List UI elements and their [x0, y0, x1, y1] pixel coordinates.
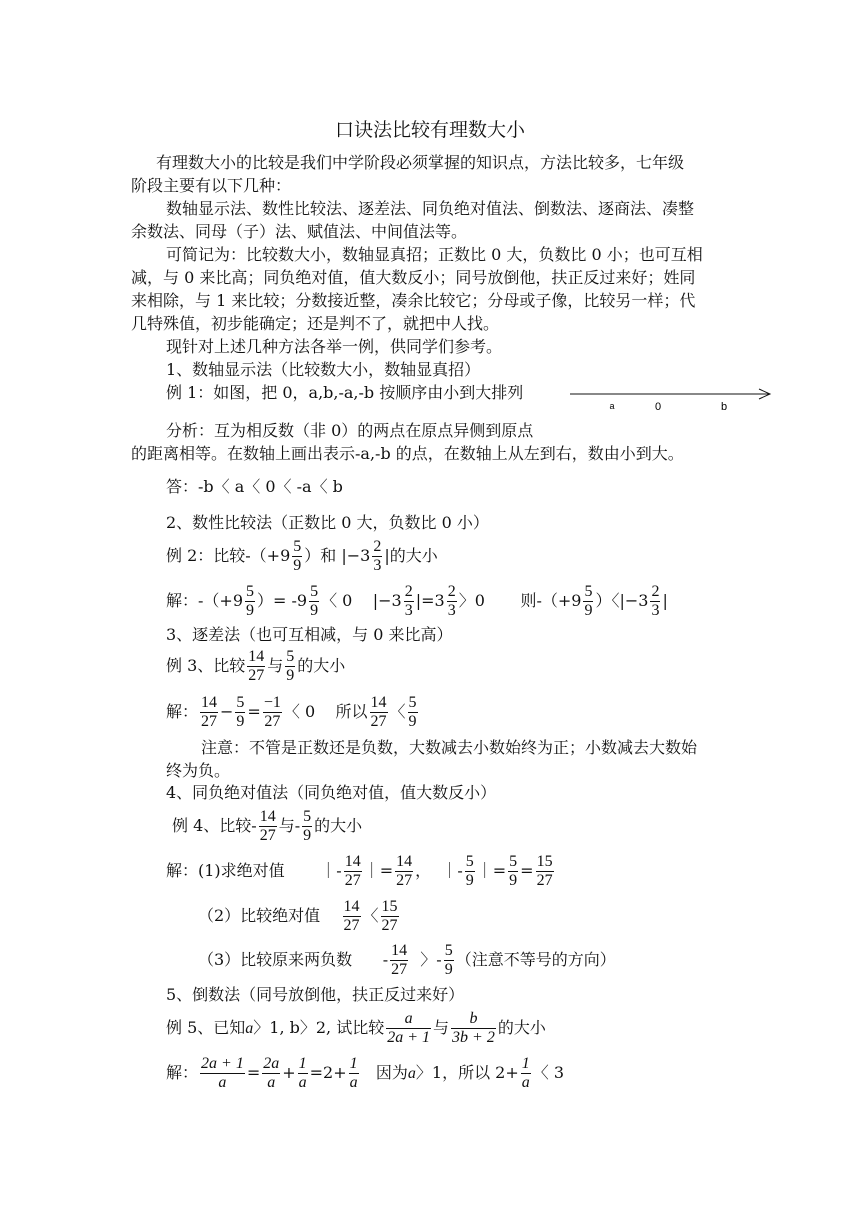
fraction-2-3: $\frac{2}{3}$: [447, 583, 456, 619]
fraction-5-9: $\frac{5}{9}$: [584, 583, 593, 619]
solution-2: 解：-（+9 $\frac{5}{9}$ ）= -9 $\frac{5}{9}$ 〈 0 |−3 $\frac{2}{3}$ |=3 $\frac{2}{3}$ 〉0 则-（+9 $\frac{5}{9}$ ）〈|−3 $\frac{2}{3}$ |: [166, 583, 668, 619]
fraction-5-9: $\frac{5}{9}$: [465, 853, 474, 889]
fraction-14-27: $\frac{14}{27}$: [259, 808, 276, 844]
fraction-14-27: $\frac{14}{27}$: [248, 648, 265, 684]
intro-line: 可简记为：比较数大小，数轴显真招；正数比 0 大，负数比 0 小；也可互相: [166, 245, 703, 264]
intro-line: 有理数大小的比较是我们中学阶段必须掌握的知识点，方法比较多，七年级: [156, 153, 685, 172]
step-3: （3）比较原来两负数 - $\frac{14}{27}$ 〉- $\frac{5}{9}$ （注意不等号的方向）: [198, 942, 616, 978]
fraction-2-3: $\frac{2}{3}$: [651, 583, 660, 619]
fraction-5-9: $\frac{5}{9}$: [246, 583, 254, 619]
fraction-5-9: $\frac{5}{9}$: [310, 583, 319, 619]
fraction-a-2a1: $\frac{a}{2a + 1}$: [387, 1010, 431, 1046]
intro-line: 余数法、同母（子）法、赋值法、中间值法等。: [131, 222, 468, 241]
axis-label-a: a: [609, 401, 615, 411]
intro-line: 减，与 0 来比高；同负绝对值，值大数反小；同号放倒他，扶正反过来好；姓同: [131, 268, 696, 287]
fraction-14-27: $\frac{14}{27}$: [344, 853, 361, 889]
intro-line: 数轴显示法、数性比较法、逐差法、同负绝对值法、倒数法、逐商法、凑整: [166, 199, 695, 218]
fraction-14-27: $\frac{14}{27}$: [396, 853, 413, 889]
fraction-5-9: $\frac{5}{9}$: [286, 648, 295, 684]
solution-3: 解： $\frac{14}{27}$ − $\frac{5}{9}$ = $\frac{-1}{27}$ 〈 0 所以 $\frac{14}{27}$ 〈 $\frac{5}{9}$: [166, 694, 417, 730]
section-heading: 2、数性比较法（正数比 0 大，负数比 0 小）: [166, 513, 489, 532]
note-text: 终为负。: [166, 761, 231, 780]
fraction-14-27: $\frac{14}{27}$: [391, 942, 408, 978]
solution-5: 解： $\frac{2a + 1}{a}$ = $\frac{2a}{a}$ + $\frac{1}{a}$ =2+ $\frac{1}{a}$ 因为a〉1，所以 2+ $\frac{1}{a}$ 〈 3: [166, 1055, 565, 1091]
example-text: 例 1：如图，把 0，a,b,-a,-b 按顺序由小到大排列: [166, 383, 524, 402]
fraction-b-3b2: $\frac{b}{3b + 2}$: [452, 1010, 495, 1046]
example-5: 例 5、已知a〉1, b〉2, 试比较 $\frac{a}{2a + 1}$ 与 $\frac{b}{3b + 2}$ 的大小: [166, 1010, 546, 1046]
fraction-1-a: $\frac{1}{a}$: [349, 1055, 358, 1091]
example-2: 例 2：比较-（+9 $\frac{5}{9}$ ）和 |−3 $\frac{2}{3}$ |的大小: [166, 538, 438, 574]
fraction-2a-a: $\frac{2a}{a}$: [263, 1055, 280, 1091]
fraction-5-9: $\frac{5}{9}$: [236, 694, 245, 730]
number-line-figure: [568, 380, 778, 416]
analysis-text: 分析：互为相反数（非 0）的两点在原点异侧到原点: [166, 421, 534, 440]
answer-text: 答：-b〈 a〈 0〈 -a〈 b: [166, 477, 343, 496]
intro-line: 几特殊值，初步能确定；还是判不了，就把中人找。: [131, 314, 500, 333]
note-text: 注意：不管是正数还是负数，大数减去小数始终为正；小数减去大数始: [201, 738, 698, 757]
fraction-5-9: $\frac{5}{9}$: [293, 538, 302, 574]
step-1: 解：(1)求绝对值 ｜- $\frac{14}{27}$ ｜= $\frac{14}{27}$ ， ｜- $\frac{5}{9}$ ｜= $\frac{5}{9}$ = $\frac{15}{27}$: [166, 853, 553, 889]
section-heading: 1、数轴显示法（比较数大小，数轴显真招）: [166, 360, 481, 379]
fraction-2-3: $\frac{2}{3}$: [404, 583, 413, 619]
example-3: 例 3、比较 $\frac{14}{27}$ 与 $\frac{5}{9}$ 的大小: [166, 648, 346, 684]
step-2: （2）比较绝对值 $\frac{14}{27}$ 〈 $\frac{15}{27}$: [198, 898, 398, 934]
fraction-15-27: $\frac{15}{27}$: [381, 898, 398, 934]
fraction-5-9: $\frac{5}{9}$: [303, 808, 312, 844]
fraction-14-27: $\frac{14}{27}$: [370, 694, 387, 730]
fraction-14-27: $\frac{14}{27}$: [201, 694, 218, 730]
analysis-text: 的距离相等。在数轴上画出表示-a,-b 的点，在数轴上从左到右，数由小到大。: [131, 444, 684, 463]
fraction-5-9: $\frac{5}{9}$: [509, 853, 518, 889]
fraction-5-9: $\frac{5}{9}$: [444, 942, 453, 978]
fraction-neg1-27: $\frac{-1}{27}$: [263, 694, 281, 730]
document-title: 口诀法比较有理数大小: [334, 119, 525, 141]
axis-label-b: b: [720, 401, 728, 413]
intro-line: 阶段主要有以下几种：: [131, 176, 292, 195]
section-heading: 5、倒数法（同号放倒他，扶正反过来好）: [166, 985, 465, 1004]
fraction-5-9: $\frac{5}{9}$: [408, 694, 417, 730]
fraction-2a1-a: $\frac{2a + 1}{a}$: [201, 1055, 244, 1091]
fraction-15-27: $\frac{15}{27}$: [536, 853, 553, 889]
section-heading: 4、同负绝对值法（同负绝对值，值大数反小）: [166, 783, 497, 802]
axis-label-0: 0: [654, 401, 662, 413]
example-4: 例 4、比较- $\frac{14}{27}$ 与- $\frac{5}{9}$ 的大小: [172, 808, 363, 844]
intro-line: 现针对上述几种方法各举一例，供同学们参考。: [166, 337, 503, 356]
fraction-14-27: $\frac{14}{27}$: [343, 898, 360, 934]
fraction-2-3: $\frac{2}{3}$: [373, 538, 382, 574]
fraction-1-a: $\frac{1}{a}$: [298, 1055, 307, 1091]
section-heading: 3、逐差法（也可互相减，与 0 来比高）: [166, 625, 453, 644]
fraction-1-a: $\frac{1}{a}$: [521, 1055, 530, 1091]
intro-line: 来相除，与 1 来比较；分数接近整，凑余比较它；分母或子像，比较另一样；代: [131, 291, 696, 310]
